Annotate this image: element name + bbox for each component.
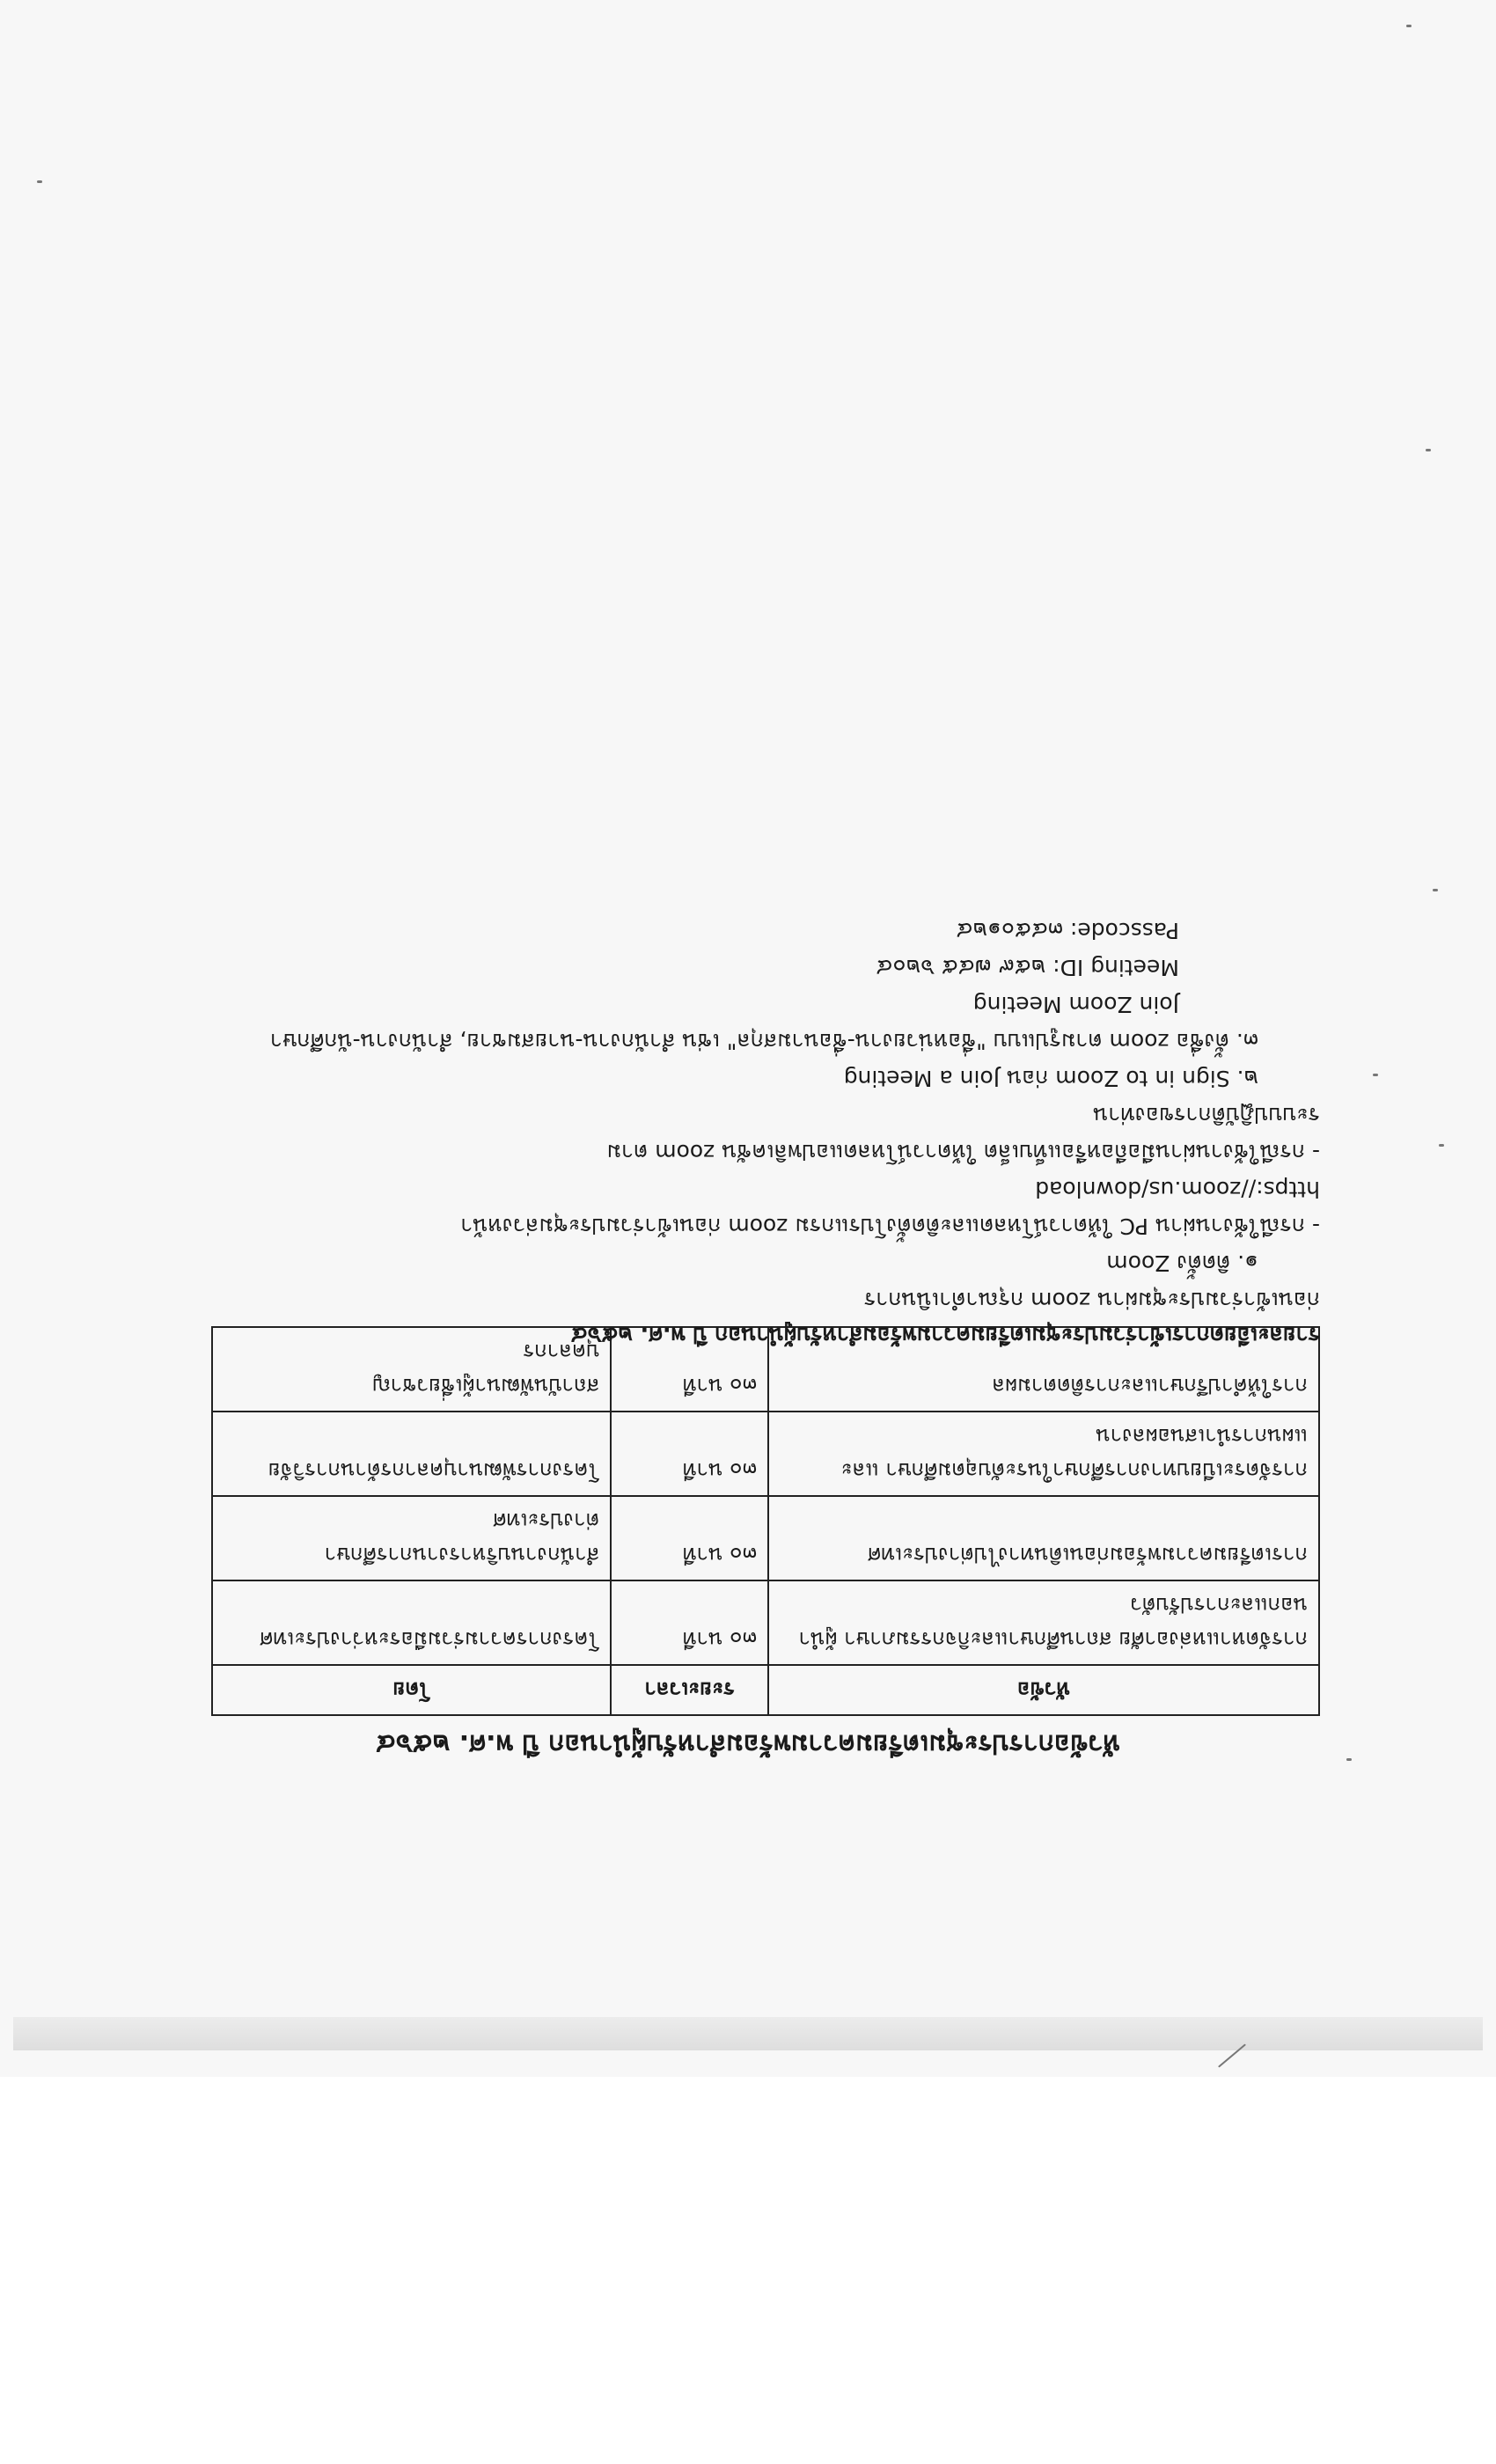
- scan-speck: [1426, 449, 1431, 451]
- step-1: ๑. ติดตั้ง Zoom: [1106, 1250, 1258, 1276]
- cell-duration: ๓๐ นาที: [611, 1580, 768, 1665]
- meeting-id: Meeting ID: ๒๕๙ ๗๔๕ ๖๒๐๔: [876, 955, 1179, 980]
- cell-topic: การให้คำปรึกษาและการติดตามผล: [768, 1327, 1319, 1412]
- cell-duration: ๓๐ นาที: [611, 1327, 768, 1412]
- document-title: หัวข้อการประชุมเตรียมความพร้อมสำหรับผู้นำนอก ปี พ.ศ. ๒๕๖๔: [375, 1728, 1121, 1759]
- table-row: [212, 1496, 1319, 1580]
- scan-speck: [1346, 1758, 1352, 1761]
- scan-speck: [37, 180, 42, 183]
- step-1-mobile: - กรณีใช้งานผ่านมือถือหรือแท็บเล็ต ให้ดาวน์โหลดแอปพลิเคชัน zoom ตาม: [606, 1140, 1320, 1165]
- scan-speck: [1406, 25, 1412, 27]
- scan-speck: [1373, 1074, 1378, 1076]
- cell-by: โครงการพัฒนาบุคลากรด้านการวิจัย: [212, 1412, 611, 1496]
- header-duration: ระยะเวลา: [611, 1665, 768, 1715]
- schedule-table: [211, 1323, 1320, 1716]
- blank-area: [0, 2077, 1496, 2464]
- scan-speck: [1433, 889, 1438, 891]
- step-3: ๓. ตั้งชื่อ zoom ตามรูปแบบ "ชื่อหน่วยงาน-ชื่อนามสกุล" เช่น สำนักงาน-นายสมชาย, สำนักงาน-นักศึกษา: [269, 1029, 1258, 1054]
- cell-by: สถาบันพัฒนาผู้เชี่ยวชาญ บุคลากร: [212, 1327, 611, 1412]
- cell-by: สำนักงานบริหารงานการศึกษา ต่างประเทศ: [212, 1496, 611, 1580]
- cell-topic: การจัดระเบียบทางการศึกษาในระดับอุดมศึกษา และแผนการนำเสนอผลงาน: [768, 1412, 1319, 1496]
- cell-topic: การเตรียมความพร้อมก่อนเดินทางไปต่างประเทศ: [768, 1496, 1319, 1580]
- table-row: [212, 1580, 1319, 1665]
- cell-topic: การจัดหาแหล่งอาศัย สถานศึกษาและกิจกรรมภาษา ผู้นำนอกและการปรับตัว: [768, 1580, 1319, 1665]
- step-1-mobile-cont: ระบบปฏิบัติการของท่าน: [1093, 1103, 1320, 1128]
- cell-duration: ๓๐ นาที: [611, 1496, 768, 1580]
- scan-speck: [1439, 1144, 1444, 1147]
- join-zoom-label: Join Zoom Meeting: [972, 992, 1179, 1017]
- section-heading: รายละเอียดการเข้าร่วมประชุมเตรียมความพร้อมสำหรับผู้นำนอก ปี พ.ศ. ๒๕๖๔: [570, 1323, 1320, 1348]
- step-2: ๒. Sign in to Zoom ก่อน Join a Meeting: [843, 1066, 1258, 1091]
- header-topic: หัวข้อ: [768, 1665, 1319, 1715]
- table-row: [212, 1412, 1319, 1496]
- paper-bottom-edge: [13, 2017, 1483, 2050]
- download-link[interactable]: https://zoom.us/download: [1035, 1177, 1320, 1202]
- step-1-pc: - กรณีใช้งานผ่าน PC ให้ดาวน์โหลดและติดตั้งโปรแกรม zoom ก่อนเข้าร่วมประชุมล่วงหน้า: [460, 1214, 1320, 1239]
- intro-text: ก่อนเข้าร่วมประชุมผ่าน zoom กรุณาดำเนินการ: [863, 1287, 1320, 1313]
- header-by: โดย: [212, 1665, 611, 1715]
- table-header-row: [212, 1665, 1319, 1715]
- cell-duration: ๓๐ นาที: [611, 1412, 768, 1496]
- cell-by: โครงการความร่วมมือระหว่างประเทศ: [212, 1580, 611, 1665]
- passcode: Passcode: ๓๔๕๐๑๒๔: [956, 918, 1179, 943]
